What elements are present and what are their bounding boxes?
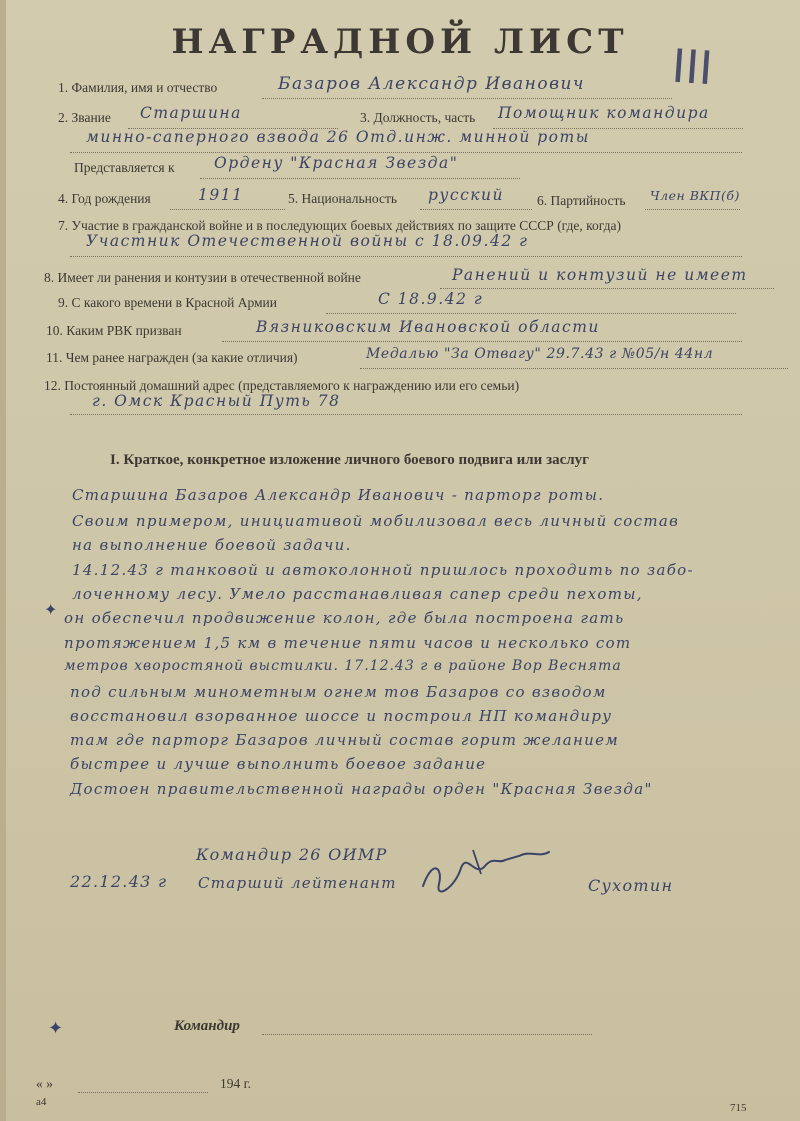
field-8-line [440, 288, 774, 289]
field-5-line [420, 209, 532, 210]
field-3-value: Помощник командира [498, 104, 710, 122]
signature-rank: Старший лейтенант [198, 874, 397, 892]
footer-date-line [78, 1092, 208, 1093]
narrative-line: на выполнение боевой задачи. [72, 536, 352, 554]
section-title: I. Краткое, конкретное изложение личного боевого подвига или заслуг [110, 452, 589, 468]
commander-signature-line [262, 1034, 592, 1035]
field-2-label: 2. Звание [58, 110, 111, 125]
narrative-line: Своим примером, инициативой мобилизовал весь личный состав [72, 512, 680, 530]
narrative-line: там где парторг Базаров личный состав горит желанием [70, 731, 620, 749]
narrative-line: метров хворостяной выстилки. 17.12.43 г в районе Вор Веснята [64, 658, 622, 674]
field-1-value: Базаров Александр Иванович [278, 74, 585, 94]
signature-date: 22.12.43 г [70, 872, 168, 891]
ink-mark: ✦ [44, 600, 58, 619]
field-5-label: 5. Национальность [288, 191, 398, 206]
document-title: НАГРАДНОЙ ЛИСТ [171, 22, 629, 62]
present-label: Представляется к [74, 160, 175, 175]
ink-mark: ✦ [48, 1018, 64, 1039]
page-id-right: 715 [730, 1102, 747, 1114]
field-8-value: Ранений и контузий не имеет [452, 266, 748, 284]
signature-name: Сухотин [588, 876, 674, 895]
field-2-value: Старшина [140, 104, 242, 122]
field-7-value: Участник Отечественной войны с 18.09.42 г [86, 232, 529, 250]
field-12-label: 12. Постоянный домашний адрес (представляемого к награждению или его семьи) [44, 378, 520, 393]
field-9-line [326, 313, 736, 314]
field-1-line [262, 98, 672, 99]
footer-date-quotes: « » [36, 1076, 53, 1091]
field-6-line [645, 209, 740, 210]
top-right-mark: III [670, 38, 715, 96]
field-5-value: русский [428, 186, 504, 204]
field-6-value: Член ВКП(б) [650, 188, 740, 203]
narrative-line: он обеспечил продвижение колон, где была построена гать [64, 609, 625, 627]
field-11-value: Медалью "За Отвагу" 29.7.43 г №05/н 44нл [366, 346, 714, 362]
page-id-left: а4 [36, 1096, 47, 1108]
field-10-line [222, 341, 742, 342]
field-4-value: 1911 [198, 186, 244, 204]
field-11-label: 11. Чем ранее награжден (за какие отличия) [46, 350, 298, 365]
narrative-line: Старшина Базаров Александр Иванович - парторг роты. [72, 486, 605, 504]
narrative-line: восстановил взорванное шоссе и построил НП командиру [70, 707, 613, 725]
field-3-value-cont: минно-саперного взвода 26 Отд.инж. минной роты [86, 128, 590, 146]
field-10-label: 10. Каким РВК призван [46, 323, 182, 338]
field-3-label: 3. Должность, часть [360, 110, 476, 125]
field-12-value: г. Омск Красный Путь 78 [92, 392, 341, 410]
narrative-line: Достоен правительственной награды орден "Красная Звезда" [70, 780, 653, 798]
present-value: Ордену "Красная Звезда" [214, 154, 459, 172]
field-7-line [70, 256, 742, 257]
narrative-line: быстрее и лучше выполнить боевое задание [70, 755, 487, 773]
narrative-line: под сильным минометным огнем тов Базаров со взводом [70, 683, 607, 701]
present-line [200, 178, 520, 179]
field-12-line [70, 414, 742, 415]
commander-label: Командир [174, 1018, 240, 1034]
narrative-line: 14.12.43 г танковой и автоколонной пришлось проходить по забо- [72, 561, 694, 579]
narrative-line: лоченному лесу. Умело расстанавливая сапер среди пехоты, [72, 585, 643, 603]
field-4-label: 4. Год рождения [58, 191, 151, 206]
field-4-line [170, 209, 285, 210]
field-1-label: 1. Фамилия, имя и отчество [58, 80, 218, 95]
field-6-label: 6. Партийность [537, 193, 626, 208]
field-10-value: Вязниковским Ивановской области [256, 318, 600, 336]
footer-year: 194 г. [220, 1076, 252, 1091]
field-9-value: С 18.9.42 г [378, 290, 484, 308]
field-7-label: 7. Участие в гражданской войне и в последующих боевых действиях по защите СССР (где, когда) [58, 218, 622, 233]
field-11-line [360, 368, 788, 369]
paper-edge [0, 0, 6, 1121]
field-3-line-cont [70, 152, 742, 153]
narrative-line: протяжением 1,5 км в течение пяти часов и несколько сот [64, 634, 632, 652]
commander-line: Командир 26 ОИМР [196, 845, 388, 864]
field-9-label: 9. С какого времени в Красной Армии [58, 295, 277, 310]
field-8-label: 8. Имеет ли ранения и контузии в отечественной войне [44, 270, 361, 285]
signature-scribble [415, 838, 555, 898]
